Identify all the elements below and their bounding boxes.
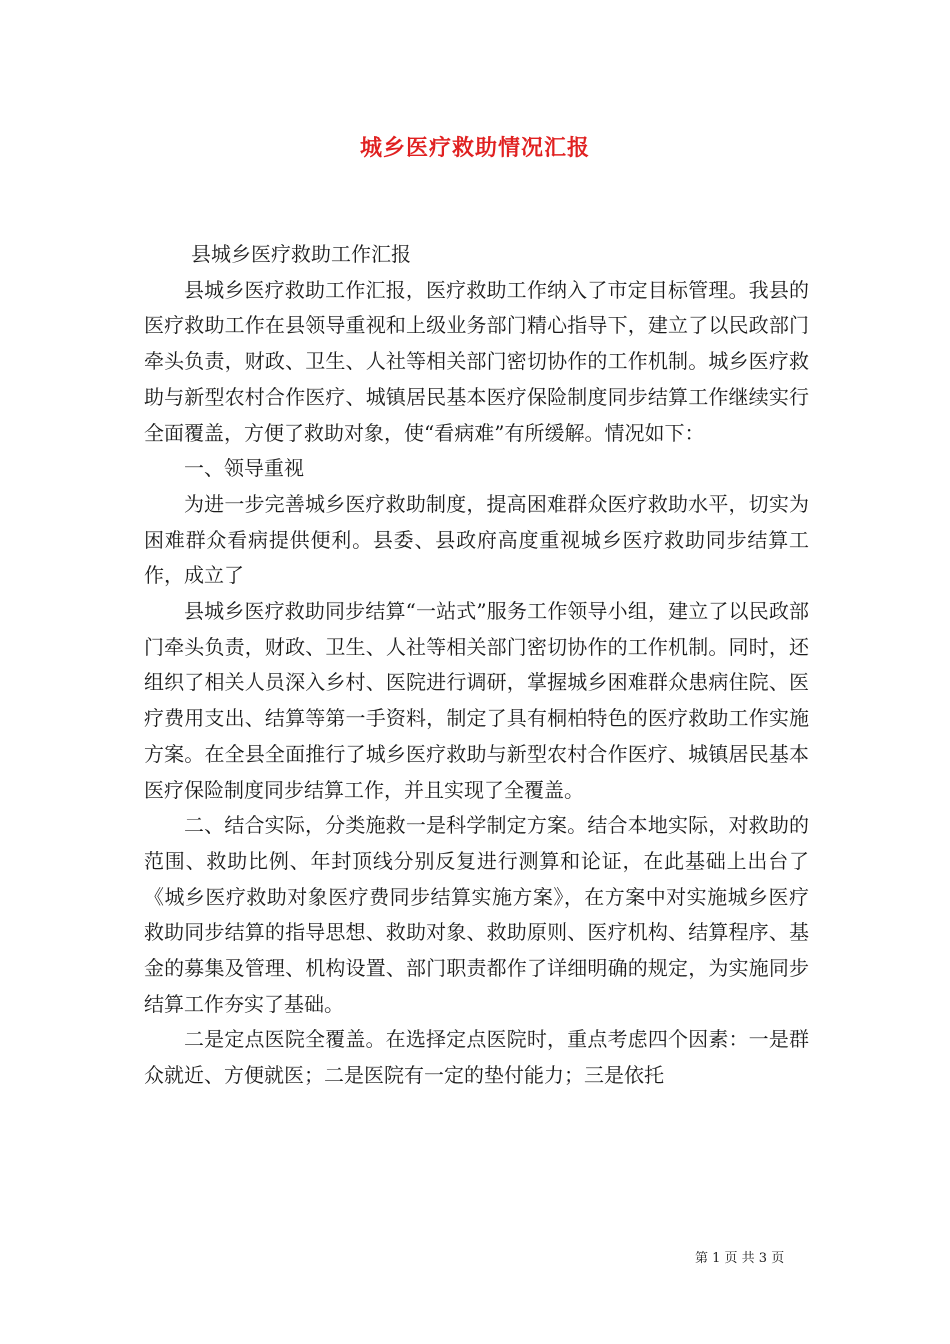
section-two-paragraph: 二、结合实际，分类施救一是科学制定方案。结合本地实际，对救助的范围、救助比例、年封顶线分别反复进行测算和论证，在此基础上出台了《城乡医疗救助对象医疗费同步结算实施方案》，在方案中对实施城乡医疗救助同步结算的指导思想、救助对象、救助原则、医疗机构、结算程序、基金的募集及管理、机构设置、部门职责都作了详细明确的规定，为实施同步结算工作夯实了基础。 [144,813,809,1016]
document-body [144,237,809,1094]
designated-hospital-paragraph: 二是定点医院全覆盖。在选择定点医院时，重点考虑四个因素：一是群众就近、方便就医；二是医院有一定的垫付能力；三是依托 [144,1027,809,1088]
document-title: 城乡医疗救助情况汇报 [359,135,590,161]
subtitle-paragraph: 县城乡医疗救助工作汇报 [191,242,411,266]
intro-paragraph: 县城乡医疗救助工作汇报，医疗救助工作纳入了市定目标管理。我县的医疗救助工作在县领导重视和上级业务部门精心指导下，建立了以民政部门牵头负责，财政、卫生、人社等相关部门密切协作的工作机制。城乡医疗救助与新型农村合作医疗、城镇居民基本医疗保险制度同步结算工作继续实行全面覆盖，方便了救助对象，使“看病难”有所缓解。情况如下： [144,277,809,445]
page-number-footer: 第 1 页 共 3 页 [695,1251,785,1266]
leadership-group-paragraph: 县城乡医疗救助同步结算“一站式”服务工作领导小组，建立了以民政部门牵头负责，财政、卫生、人社等相关部门密切协作的工作机制。同时，还组织了相关人员深入乡村、医院进行调研，掌握城乡困难群众患病住院、医疗费用支出、结算等第一手资料，制定了具有桐柏特色的医疗救助工作实施方案。在全县全面推行了城乡医疗救助与新型农村合作医疗、城镇居民基本医疗保险制度同步结算工作，并且实现了全覆盖。 [144,599,809,802]
leadership-paragraph: 为进一步完善城乡医疗救助制度，提高困难群众医疗救助水平，切实为困难群众看病提供便利。县委、县政府高度重视城乡医疗救助同步结算工作，成立了 [144,491,809,588]
section-heading-leadership: 一、领导重视 [184,456,304,481]
